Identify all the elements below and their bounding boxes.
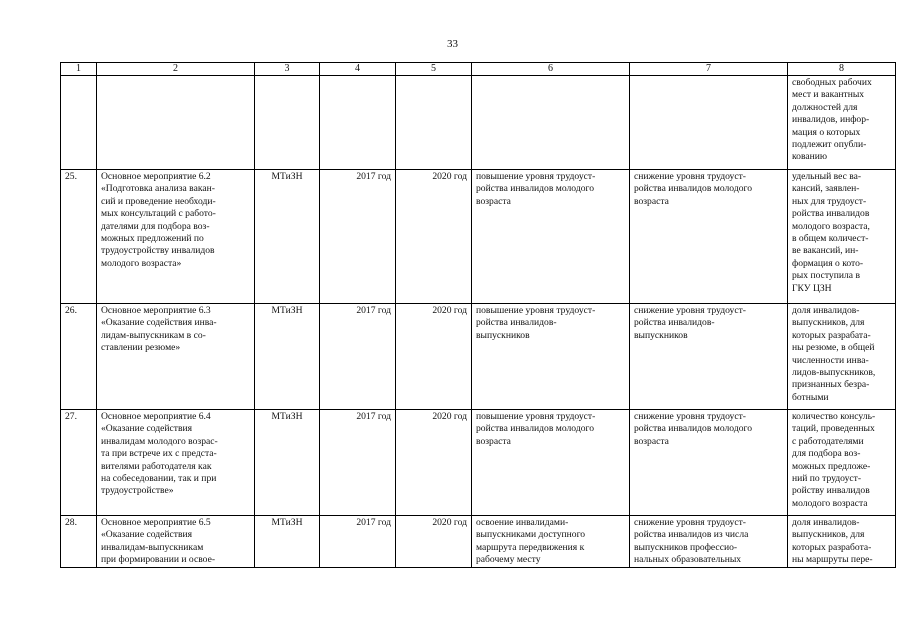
indicator-cell: количество консуль- таций, проведенных с работодателями для подбора воз- можных предложе- ний по трудоуст- ройству инвалидов молодого возраста: [788, 410, 896, 516]
executor-cell: МТиЗН: [255, 516, 320, 568]
row-number: 26.: [61, 304, 97, 410]
indicator-cell: свободных рабочих мест и вакантных должностей для инвалидов, инфор- мация о которых подлежит опубли- кованию: [788, 76, 896, 170]
table-cell: [255, 76, 320, 170]
measure-cell: Основное мероприятие 6.5 «Оказание содействия инвалидам-выпускникам при формировании и освое-: [97, 516, 255, 568]
result-cell: повышение уровня трудоуст- ройства инвалидов молодого возраста: [472, 170, 630, 304]
start-year-cell: 2017 год: [320, 410, 396, 516]
header-col-1: 1: [61, 63, 97, 76]
start-year-cell: 2017 год: [320, 170, 396, 304]
consequence-cell: снижение уровня трудоуст- ройства инвалидов молодого возраста: [630, 410, 788, 516]
end-year-cell: 2020 год: [396, 304, 472, 410]
table-cell: [630, 76, 788, 170]
executor-cell: МТиЗН: [255, 410, 320, 516]
indicator-cell: доля инвалидов- выпускников, для которых разрабата- ны резюме, в общей численности инва- лидов-выпускников, признанных безра- ботными: [788, 304, 896, 410]
row-number: 28.: [61, 516, 97, 568]
end-year-cell: 2020 год: [396, 410, 472, 516]
table-cell: [320, 76, 396, 170]
result-cell: освоение инвалидами- выпускниками доступного маршрута передвижения к рабочему месту: [472, 516, 630, 568]
consequence-cell: снижение уровня трудоуст- ройства инвалидов из числа выпускников профессио- нальных образовательных: [630, 516, 788, 568]
start-year-cell: 2017 год: [320, 516, 396, 568]
header-col-4: 4: [320, 63, 396, 76]
table-row: [61, 304, 896, 410]
consequence-cell: снижение уровня трудоуст- ройства инвалидов- выпускников: [630, 304, 788, 410]
header-col-8: 8: [788, 63, 896, 76]
table-row: [61, 170, 896, 304]
measure-cell: Основное мероприятие 6.4 «Оказание содействия инвалидам молодого возрас- та при встрече их с предста- вителями работодателя как на собеседовании, так и при трудоустройстве»: [97, 410, 255, 516]
header-col-7: 7: [630, 63, 788, 76]
table-cell: [472, 76, 630, 170]
executor-cell: МТиЗН: [255, 170, 320, 304]
row-number: 25.: [61, 170, 97, 304]
indicator-cell: доля инвалидов- выпускников, для которых разработа- ны маршруты пере-: [788, 516, 896, 568]
executor-cell: МТиЗН: [255, 304, 320, 410]
end-year-cell: 2020 год: [396, 170, 472, 304]
table-cell: [61, 76, 97, 170]
indicator-cell: удельный вес ва- кансий, заявлен- ных для трудоуст- ройства инвалидов молодого возраста, в общем количест- ве вакансий, ин- формация о кото- рых поступила в ГКУ ЦЗН: [788, 170, 896, 304]
consequence-cell: снижение уровня трудоуст- ройства инвалидов молодого возраста: [630, 170, 788, 304]
row-number: 27.: [61, 410, 97, 516]
result-cell: повышение уровня трудоуст- ройства инвалидов- выпускников: [472, 304, 630, 410]
end-year-cell: 2020 год: [396, 516, 472, 568]
table-row: [61, 516, 896, 568]
header-row: [61, 63, 896, 76]
header-col-5: 5: [396, 63, 472, 76]
table-row-continuation: [61, 76, 896, 170]
header-col-2: 2: [97, 63, 255, 76]
table-cell: [396, 76, 472, 170]
measures-table: [60, 62, 896, 568]
result-cell: повышение уровня трудоуст- ройства инвалидов молодого возраста: [472, 410, 630, 516]
start-year-cell: 2017 год: [320, 304, 396, 410]
measure-cell: Основное мероприятие 6.3 «Оказание содействия инва- лидам-выпускникам в со- ставлении резюме»: [97, 304, 255, 410]
page-number: 33: [447, 38, 458, 50]
measure-cell: Основное мероприятие 6.2 «Подготовка анализа вакан- сий и проведение необходи- мых консультаций с работо- дателями для подбора воз- можных предложений по трудоустройству инвалидов молодого возраста»: [97, 170, 255, 304]
header-col-3: 3: [255, 63, 320, 76]
table-cell: [97, 76, 255, 170]
table-row: [61, 410, 896, 516]
header-col-6: 6: [472, 63, 630, 76]
